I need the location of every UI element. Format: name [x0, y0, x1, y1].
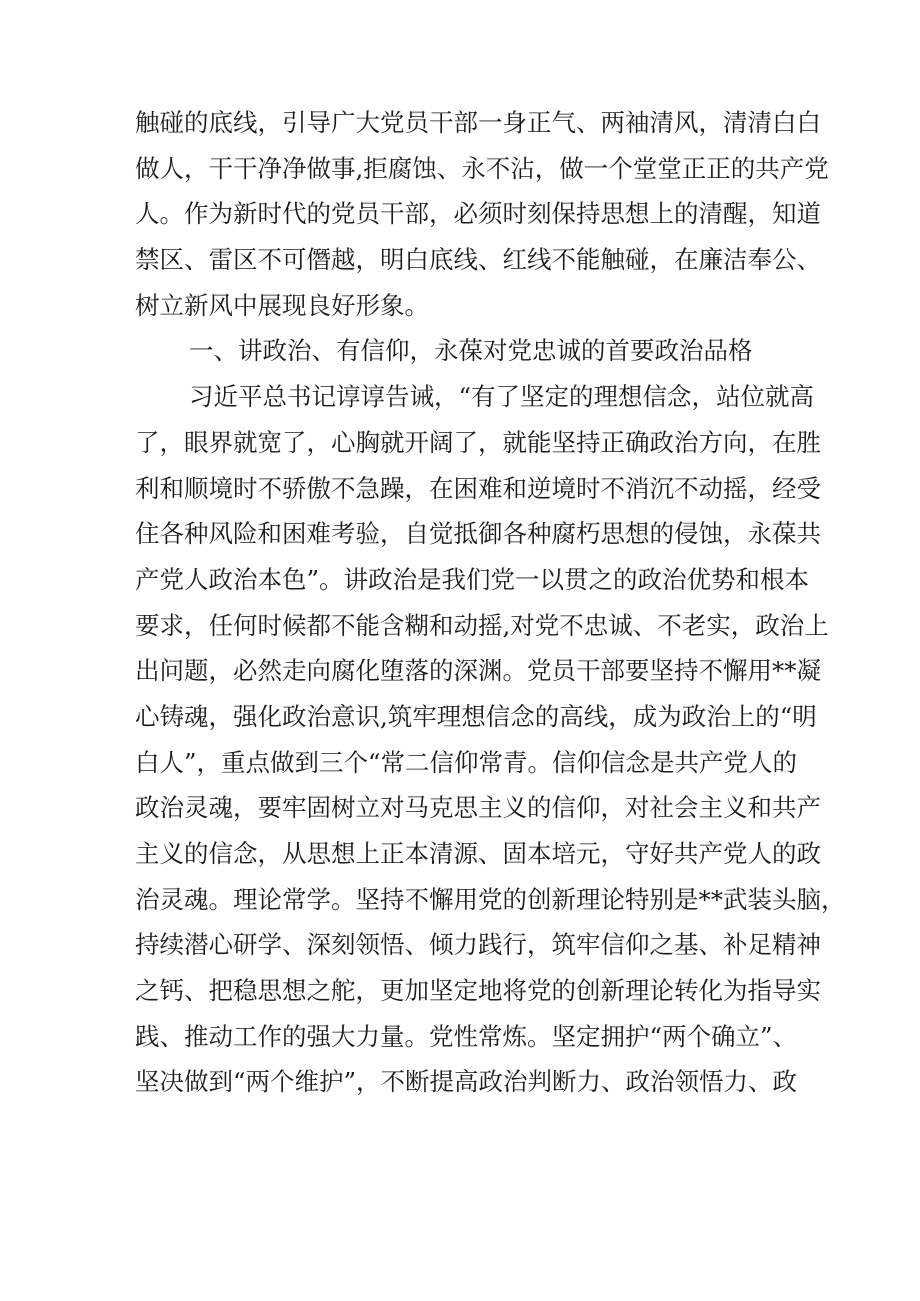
- text-line: 践、推动工作的强大力量。党性常炼。坚定拥护“两个确立”、: [135, 1021, 798, 1051]
- text-line: 治灵魂。理论常学。坚持不懈用党的创新理论特别是**武装头脑，: [135, 884, 846, 914]
- body-text: [135, 100, 846, 1105]
- text-line: 要求，任何时候都不能含糊和动摇,对党不忠诚、不老实，政治上: [135, 610, 829, 640]
- text-line: 做人，干干净净做事,拒腐蚀、永不沾，做一个堂堂正正的共产党: [135, 153, 829, 183]
- text-line: 白人”，重点做到三个“常二信仰常青。信仰信念是共产党人的: [135, 747, 798, 777]
- text-line: 出问题，必然走向腐化堕落的深渊。党员干部要坚持不懈用**凝: [135, 656, 821, 686]
- text-line: 持续潜心研学、深刻领悟、倾力践行，筑牢信仰之基、补足精神: [135, 930, 821, 960]
- text-line: 坚决做到“两个维护”，不断提高政治判断力、政治领悟力、政: [135, 1067, 798, 1097]
- text-line: 主义的信念，从思想上正本清源、固本培元，守好共产党人的政: [135, 839, 821, 868]
- text-line: 心铸魂，强化政治意识,筑牢理想信念的高线，成为政治上的“明: [135, 701, 817, 731]
- text-line: 树立新风中展现良好形象。: [135, 290, 429, 320]
- text-line: 产党人政治本色”。讲政治是我们党一以贯之的政治优势和根本: [135, 564, 810, 594]
- text-line: 禁区、雷区不可僭越，明白底线、红线不能触碰，在廉洁奉公、: [135, 245, 821, 275]
- text-line: 之钙、把稳思想之舵，更加坚定地将党的创新理论转化为指导实: [135, 976, 821, 1006]
- section-heading: 一、讲政治、有信仰，永葆对党忠诚的首要政治品格: [189, 336, 753, 366]
- text-line: 习近平总书记谆谆告诫，“有了坚定的理想信念，站位就高: [189, 382, 815, 412]
- text-line: 利和顺境时不骄傲不急躁，在困难和逆境时不消沉不动摇，经受: [135, 473, 821, 503]
- text-line: 触碰的底线，引导广大党员干部一身正气、两袖清风，清清白白: [135, 108, 821, 137]
- text-line: 政治灵魂，要牢固树立对马克思主义的信仰，对社会主义和共产: [135, 793, 821, 823]
- text-line: 人。作为新时代的党员干部，必须时刻保持思想上的清醒，知道: [135, 199, 821, 229]
- text-line: 住各种风险和困难考验，自觉抵御各种腐朽思想的侵蚀，永葆共: [135, 519, 821, 549]
- text-line: 了，眼界就宽了，心胸就开阔了，就能坚持正确政治方向，在胜: [135, 427, 821, 457]
